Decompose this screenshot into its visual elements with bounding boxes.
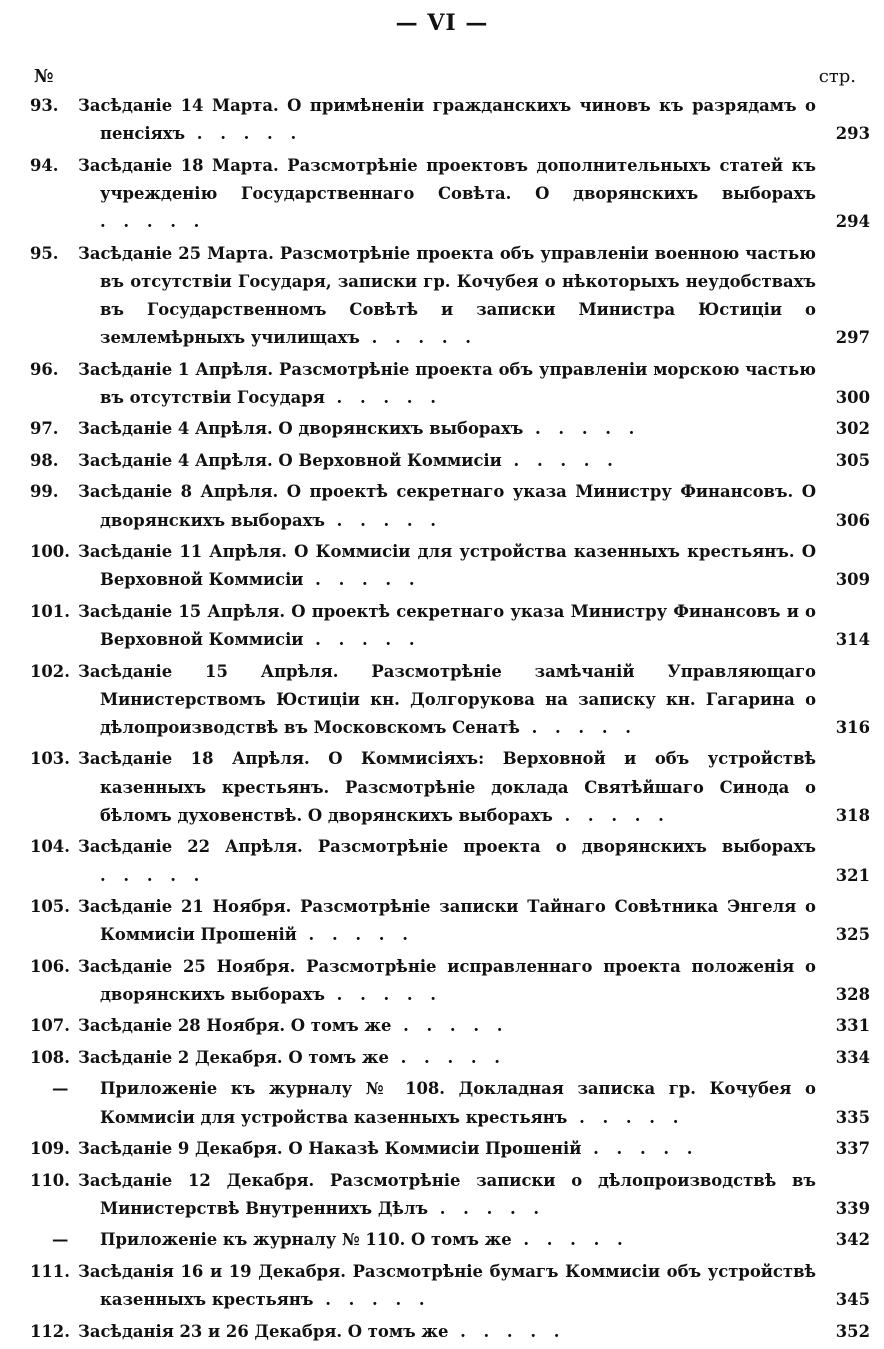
entry-page-number: 302 bbox=[835, 419, 870, 439]
entry-body bbox=[78, 356, 816, 412]
toc-entry bbox=[0, 1258, 884, 1314]
entry-number: 103. bbox=[30, 749, 70, 769]
entry-number: 97. bbox=[30, 419, 59, 439]
entry-body bbox=[78, 415, 816, 443]
dot-leader: . . . . . bbox=[324, 387, 442, 407]
dot-leader: . . . . . bbox=[501, 450, 619, 470]
entry-page-number: 305 bbox=[835, 450, 870, 470]
toc-entry bbox=[0, 1318, 884, 1346]
entry-page-number: 342 bbox=[835, 1230, 870, 1250]
toc-entry bbox=[0, 745, 884, 830]
toc-entry bbox=[0, 478, 884, 534]
entry-number: 101. bbox=[30, 601, 70, 621]
entry-body bbox=[78, 478, 816, 534]
entry-title: Засѣданіе 28 Ноября. О томъ же bbox=[78, 1016, 392, 1036]
entry-page-number: 345 bbox=[835, 1290, 870, 1310]
column-headers bbox=[34, 66, 856, 90]
entry-number: 96. bbox=[30, 359, 59, 379]
entry-number: 94. bbox=[30, 155, 59, 175]
entry-title: Засѣданія 23 и 26 Декабря. О томъ же bbox=[78, 1321, 449, 1341]
entry-page-number: 335 bbox=[835, 1107, 870, 1127]
entry-title: Засѣданіе 9 Декабря. О Наказѣ Коммисіи Прошеній bbox=[78, 1139, 582, 1159]
entry-title: Засѣданіе 15 Апрѣля. Разсмотрѣніе замѣчаній Управляющаго Министерствомъ Юстиціи кн. Долгорукова на записку кн. Гагарина о дѣлопроизводствѣ въ Московскомъ Сенатѣ bbox=[78, 661, 816, 737]
entry-title: Засѣданіе 12 Декабря. Разсмотрѣніе записки о дѣлопроизводствѣ въ Министерствѣ Внутреннихъ Дѣлъ bbox=[78, 1170, 816, 1218]
entry-body bbox=[78, 833, 816, 889]
entry-body bbox=[78, 92, 816, 148]
dot-leader: . . . . . bbox=[313, 1290, 431, 1310]
dot-leader: . . . . . bbox=[581, 1139, 699, 1159]
entry-page-number: 297 bbox=[835, 328, 870, 348]
entry-title: Засѣданіе 1 Апрѣля. Разсмотрѣніе проекта объ управленіи морскою частью въ отсутствіи Государя bbox=[78, 359, 816, 407]
entry-page-number: 300 bbox=[835, 387, 870, 407]
entry-page-number: 321 bbox=[835, 865, 870, 885]
entry-body bbox=[78, 152, 816, 237]
entry-page-number: 306 bbox=[835, 510, 870, 530]
dot-leader: . . . . . bbox=[552, 805, 670, 825]
entry-page-number: 293 bbox=[835, 124, 870, 144]
entry-body bbox=[78, 953, 816, 1009]
dot-leader: . . . . . bbox=[391, 1016, 509, 1036]
entry-title: Засѣданіе 25 Марта. Разсмотрѣніе проекта объ управленіи военною частью въ отсутствіи Государя, записки гр. Кочубея о нѣкоторыхъ неудобствахъ въ Государственномъ Совѣтѣ и записки Министра Юстиціи о землемѣрныхъ училищахъ bbox=[78, 243, 816, 348]
entry-number: 104. bbox=[30, 837, 70, 857]
dot-leader: . . . . . bbox=[359, 328, 477, 348]
dot-leader: . . . . . bbox=[519, 717, 637, 737]
entry-body bbox=[78, 658, 816, 743]
dot-leader: . . . . . bbox=[324, 510, 443, 530]
entry-title: Засѣданіе 25 Ноября. Разсмотрѣніе исправленнаго проекта положенія о дворянскихъ выборахъ bbox=[78, 956, 816, 1004]
entry-body bbox=[78, 447, 816, 475]
entry-body bbox=[100, 1226, 816, 1254]
entry-body bbox=[78, 893, 816, 949]
entry-page-number: 331 bbox=[835, 1016, 870, 1036]
dot-leader: . . . . . bbox=[324, 984, 443, 1004]
entry-title: Засѣданіе 15 Апрѣля. О проектѣ секретнаго указа Министру Финансовъ и о Верховной Коммисіи bbox=[78, 601, 816, 650]
entry-body bbox=[78, 240, 816, 353]
toc-entry bbox=[0, 598, 884, 654]
toc-entry bbox=[0, 1012, 884, 1040]
entry-title: Засѣданія 16 и 19 Декабря. Разсмотрѣніе бумагъ Коммисіи объ устройствѣ казенныхъ крестьянъ bbox=[78, 1261, 816, 1310]
dot-leader: . . . . . bbox=[303, 630, 421, 650]
toc-entry bbox=[0, 1044, 884, 1072]
entry-title: Засѣданіе 8 Апрѣля. О проектѣ секретнаго указа Министру Финансовъ. О дворянскихъ выборахъ bbox=[78, 482, 816, 530]
entry-number: 109. bbox=[30, 1139, 70, 1159]
toc-entry bbox=[0, 447, 884, 475]
entry-body bbox=[78, 598, 816, 654]
entry-page-number: 339 bbox=[835, 1198, 870, 1218]
entry-page-number: 352 bbox=[835, 1321, 870, 1341]
entry-page-number: 294 bbox=[835, 212, 870, 232]
toc-entry bbox=[0, 538, 884, 594]
dot-leader: . . . . . bbox=[428, 1198, 546, 1218]
toc-entry bbox=[0, 356, 884, 412]
table-of-contents bbox=[0, 92, 884, 1349]
toc-entry bbox=[0, 1135, 884, 1163]
entry-number: 108. bbox=[30, 1047, 70, 1067]
entry-page-number: 314 bbox=[835, 630, 870, 650]
entry-number: 105. bbox=[30, 897, 70, 917]
entry-body bbox=[78, 1135, 816, 1163]
entry-number: — bbox=[52, 1079, 69, 1099]
toc-entry bbox=[0, 415, 884, 443]
dot-leader: . . . . . bbox=[185, 124, 303, 144]
toc-entry bbox=[0, 953, 884, 1009]
entry-page-number: 337 bbox=[835, 1139, 870, 1159]
toc-entry bbox=[0, 1167, 884, 1223]
entry-body bbox=[100, 1075, 816, 1131]
toc-entry bbox=[0, 833, 884, 889]
toc-entry bbox=[0, 240, 884, 353]
page-header: — VI — bbox=[395, 10, 489, 36]
entry-page-number: 328 bbox=[835, 984, 870, 1004]
toc-appendix-entry bbox=[0, 1226, 884, 1254]
dot-leader: . . . . . bbox=[511, 1230, 629, 1250]
entry-page-number: 309 bbox=[835, 570, 870, 590]
entry-title: Засѣданіе 14 Марта. О примѣненіи гражданскихъ чиновъ къ разрядамъ о пенсіяхъ bbox=[78, 96, 816, 144]
entry-title: Засѣданіе 4 Апрѣля. О Верховной Коммисіи bbox=[78, 450, 502, 470]
entry-title: Засѣданіе 21 Ноября. Разсмотрѣніе записки Тайнаго Совѣтника Энгеля о Коммисіи Прошеній bbox=[78, 897, 816, 945]
entry-page-number: 334 bbox=[835, 1047, 870, 1067]
entry-body bbox=[78, 1167, 816, 1223]
entry-title: Засѣданіе 2 Декабря. О томъ же bbox=[78, 1047, 389, 1067]
dot-leader: . . . . . bbox=[567, 1107, 685, 1127]
entry-body bbox=[78, 1012, 816, 1040]
entry-number: 111. bbox=[30, 1261, 70, 1281]
entry-body bbox=[78, 1258, 816, 1314]
toc-appendix-entry bbox=[0, 1075, 884, 1131]
entry-title: Засѣданіе 18 Марта. Разсмотрѣніе проектовъ дополнительныхъ статей къ учрежденію Государственнаго Совѣта. О дворянскихъ выборахъ bbox=[78, 155, 816, 203]
entry-number: — bbox=[52, 1230, 69, 1250]
entry-number: 107. bbox=[30, 1016, 70, 1036]
toc-entry bbox=[0, 893, 884, 949]
entry-number: 95. bbox=[30, 243, 59, 263]
dot-leader: . . . . . bbox=[303, 570, 421, 590]
page-column-label: стр. bbox=[818, 66, 856, 87]
entry-title: Приложеніе къ журналу № 110. О томъ же bbox=[100, 1230, 512, 1250]
number-column-label: № bbox=[34, 66, 54, 87]
entry-number: 98. bbox=[30, 450, 59, 470]
dot-leader: . . . . . bbox=[388, 1047, 506, 1067]
entry-page-number: 316 bbox=[835, 717, 870, 737]
entry-title: Приложеніе къ журналу № 108. Докладная записка гр. Кочубея о Коммисіи для устройства казенныхъ крестьянъ bbox=[100, 1079, 816, 1127]
toc-entry bbox=[0, 152, 884, 237]
toc-entry bbox=[0, 658, 884, 743]
entry-body bbox=[78, 538, 816, 594]
entry-number: 93. bbox=[30, 96, 59, 115]
entry-title: Засѣданіе 22 Апрѣля. Разсмотрѣніе проекта о дворянскихъ выборахъ bbox=[78, 837, 816, 857]
entry-number: 99. bbox=[30, 482, 59, 502]
dot-leader: . . . . . bbox=[523, 419, 641, 439]
dot-leader: . . . . . bbox=[296, 925, 414, 945]
entry-body bbox=[78, 745, 816, 830]
entry-body bbox=[78, 1318, 816, 1346]
dot-leader: . . . . . bbox=[100, 865, 206, 885]
dot-leader: . . . . . bbox=[100, 212, 206, 232]
entry-title: Засѣданіе 11 Апрѣля. О Коммисіи для устройства казенныхъ крестьянъ. О Верховной Коммисіи bbox=[78, 542, 816, 590]
entry-title: Засѣданіе 4 Апрѣля. О дворянскихъ выборахъ bbox=[78, 419, 524, 439]
entry-page-number: 325 bbox=[835, 925, 870, 945]
entry-body bbox=[78, 1044, 816, 1072]
dot-leader: . . . . . bbox=[448, 1321, 566, 1341]
entry-number: 112. bbox=[30, 1321, 70, 1341]
toc-entry bbox=[0, 92, 884, 148]
entry-number: 110. bbox=[30, 1170, 70, 1190]
entry-title: Засѣданіе 18 Апрѣля. О Коммисіяхъ: Верховной и объ устройствѣ казенныхъ крестьянъ. Разсмотрѣніе доклада Святѣйшаго Синода о бѣломъ духовенствѣ. О дворянскихъ выборахъ bbox=[78, 749, 816, 825]
entry-number: 100. bbox=[30, 542, 70, 562]
entry-number: 106. bbox=[30, 956, 70, 976]
entry-page-number: 318 bbox=[835, 805, 870, 825]
entry-number: 102. bbox=[30, 661, 70, 681]
